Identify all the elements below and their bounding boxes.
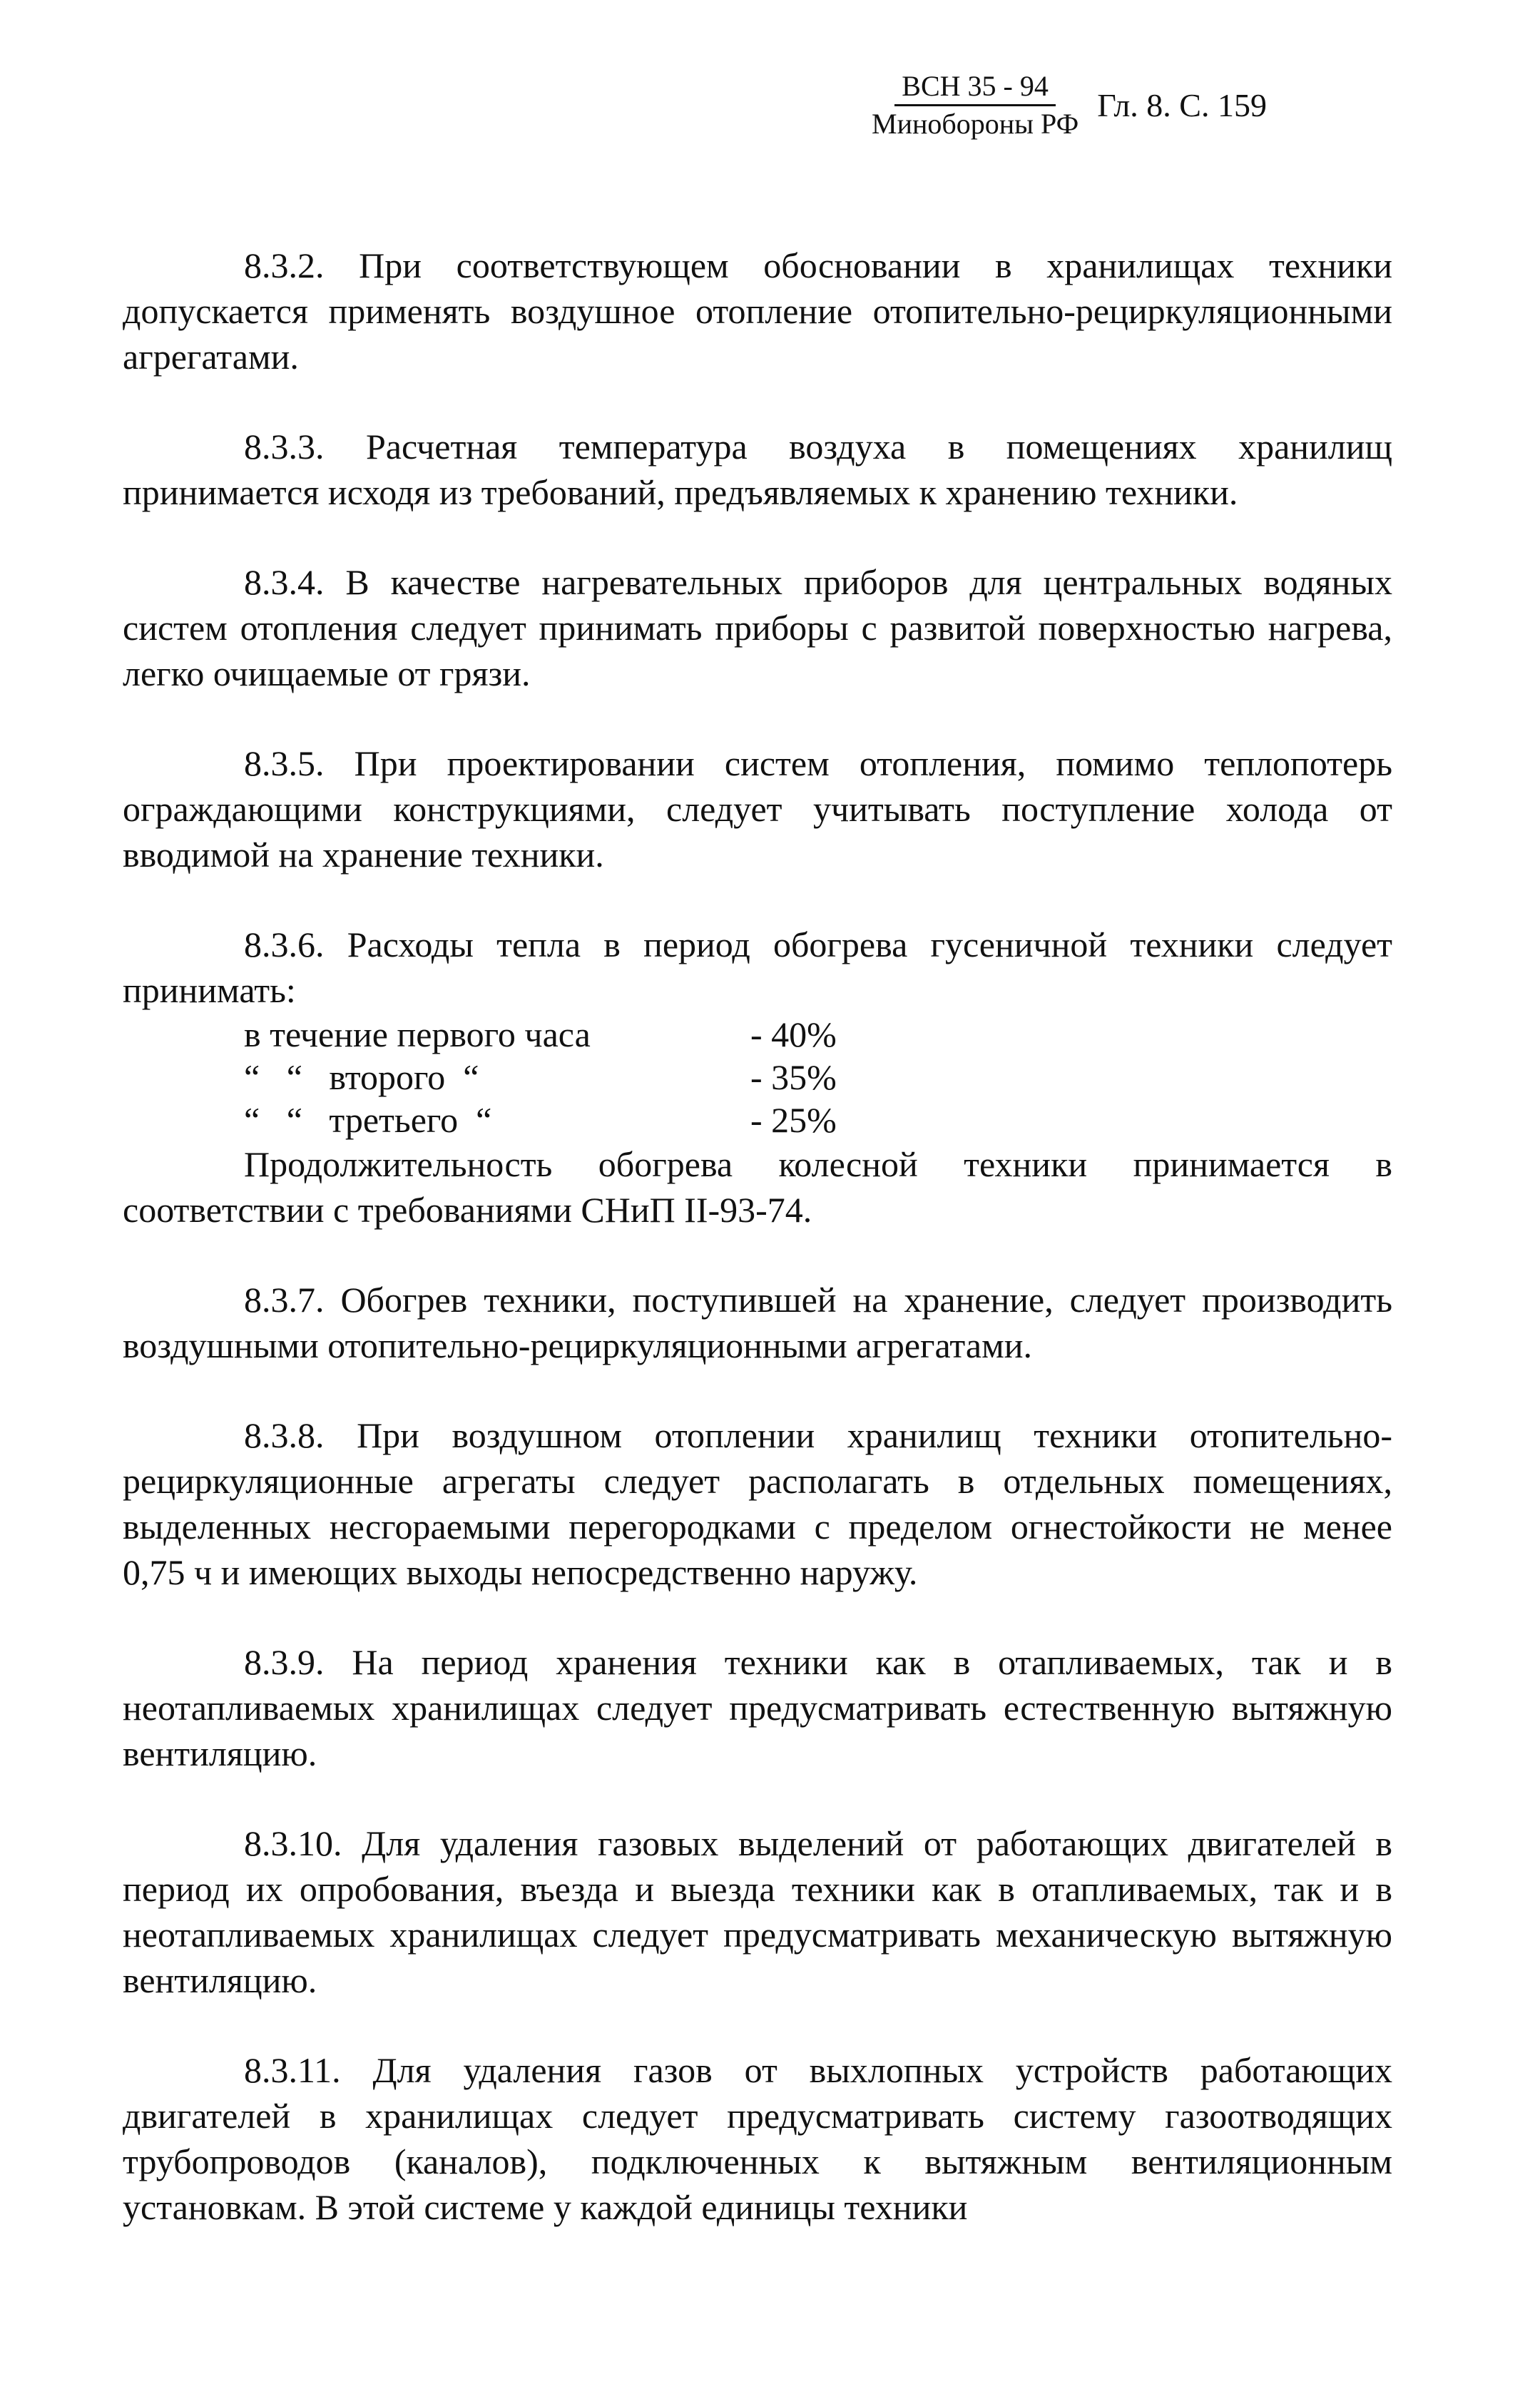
clause-number: 8.3.5. xyxy=(244,743,325,783)
clause-number: 8.3.6. xyxy=(244,924,325,964)
schedule-period: “ “ второго “ xyxy=(244,1057,479,1097)
clause-text: Обогрев техники, поступившей на хранение, следует производить воздушными отопительно-рециркуляционными агрегатами. xyxy=(123,1280,1393,1365)
schedule-value: - 25% xyxy=(750,1100,837,1140)
schedule-row xyxy=(244,1056,1392,1099)
clause-8-3-5 xyxy=(123,740,1392,877)
clause-text: На период хранения техники как в отапливаемых, так и в неотапливаемых хранилищах следует предусматривать естественную вытяжную вентиляцию. xyxy=(123,1642,1392,1773)
clause-number: 8.3.10. xyxy=(244,1823,342,1863)
clause-text: В качестве нагревательных приборов для центральных водяных систем отопления следует принимать приборы с развитой поверхностью нагрева, легко очищаемые от грязи. xyxy=(123,562,1392,693)
clause-8-3-10 xyxy=(123,1820,1392,2003)
document-body xyxy=(123,243,1392,2230)
clause-text: Для удаления газов от выхлопных устройств работающих двигателей в хранилищах следует предусматривать систему газоотводящих трубопроводов (каналов), подключенных к вытяжным вентиляционным установкам. В этой системе у каждой единицы техники xyxy=(123,2050,1393,2227)
clause-8-3-9 xyxy=(123,1639,1392,1776)
heat-consumption-schedule xyxy=(244,1013,1392,1141)
issuing-organization: Минобороны РФ xyxy=(872,108,1079,140)
clause-number: 8.3.3. xyxy=(244,427,325,467)
clause-number: 8.3.8. xyxy=(244,1415,325,1455)
clause-text: Расходы тепла в период обогрева гусеничной техники следует принимать: xyxy=(123,924,1392,1010)
clause-8-3-6 xyxy=(123,922,1392,1013)
clause-number: 8.3.9. xyxy=(244,1642,325,1682)
document-code: ВСН 35 - 94 xyxy=(894,71,1056,106)
clause-text: При соответствующем обосновании в хранилищах техники допускается применять воздушное отопление отопительно-рециркуляционными агрегатами. xyxy=(123,245,1392,377)
clause-8-3-7 xyxy=(123,1277,1392,1368)
schedule-row xyxy=(244,1099,1392,1141)
clause-text: При проектировании систем отопления, помимо теплопотерь ограждающими конструкциями, следует учитывать поступление холода от вводимой на хранение техники. xyxy=(123,743,1393,875)
page-header xyxy=(872,71,1267,139)
clause-8-3-3 xyxy=(123,424,1392,515)
schedule-period: “ “ третьего “ xyxy=(244,1100,492,1140)
document-designation xyxy=(872,71,1078,139)
clause-text: При воздушном отоплении хранилищ техники отопительно-рециркуляционные агрегаты следует располагать в отдельных помещениях, выделенных несгораемыми перегородками с пределом огнестойкости не менее 0,75 ч и имеющих выходы непосредственно наружу. xyxy=(123,1415,1393,1592)
clause-text: Продолжительность обогрева колесной техники принимается в соответствии с требованиями СНиП II-93-74. xyxy=(123,1144,1392,1230)
clause-8-3-2 xyxy=(123,243,1392,379)
schedule-value: - 35% xyxy=(750,1057,837,1097)
clause-number: 8.3.11. xyxy=(244,2050,341,2090)
clause-number: 8.3.2. xyxy=(244,245,325,285)
schedule-period: в течение первого часа xyxy=(244,1014,591,1054)
chapter-page-reference: Гл. 8. С. 159 xyxy=(1097,87,1267,123)
schedule-row xyxy=(244,1013,1392,1056)
clause-8-3-11 xyxy=(123,2047,1392,2230)
clause-8-3-6-continuation xyxy=(123,1141,1392,1233)
clause-number: 8.3.4. xyxy=(244,562,325,602)
clause-number: 8.3.7. xyxy=(244,1280,325,1320)
clause-8-3-8 xyxy=(123,1412,1392,1595)
clause-8-3-4 xyxy=(123,559,1392,696)
schedule-value: - 40% xyxy=(750,1014,837,1054)
clause-text: Расчетная температура воздуха в помещениях хранилищ принимается исходя из требований, предъявляемых к хранению техники. xyxy=(123,427,1392,512)
clause-text: Для удаления газовых выделений от работающих двигателей в период их опробования, въезда и выезда техники как в отапливаемых, так и в неотапливаемых хранилищах следует предусматривать механическую вытяжную вентиляцию. xyxy=(123,1823,1392,2000)
